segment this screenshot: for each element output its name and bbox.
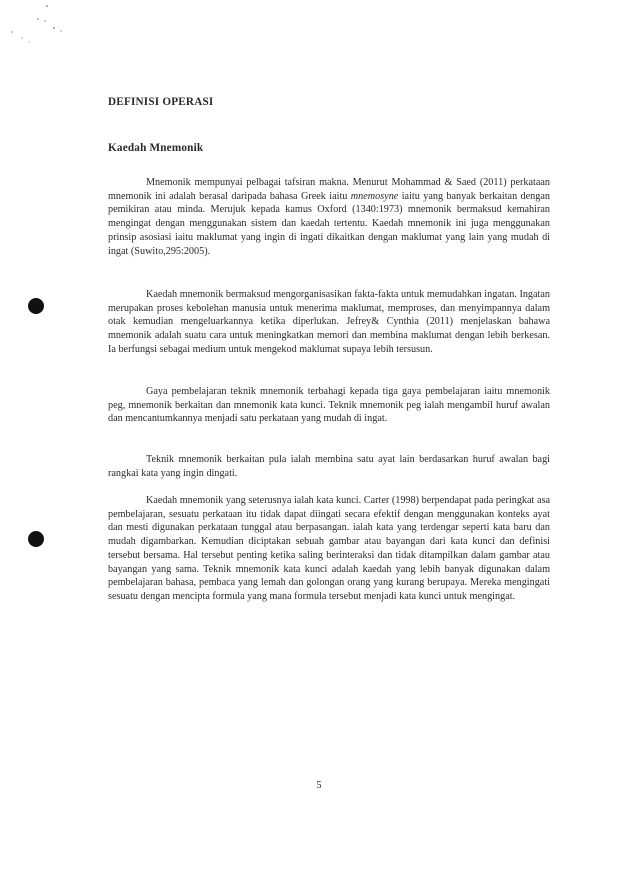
paragraph-1-text-b: iaitu yang banyak berkaitan dengan pemikiran atau minda. Merujuk kepada kamus Oxford (1340:1973) mnemonik bermaksud kemahiran mengingat dengan menggunakan sistem dan kaedah tertentu. Kaedah mnemonik ini juga menggunakan prinsip asosiasi iaitu maklumat yang ingin di ingati dikaitkan dengan maklumat yang lain yang mudah di ingat (Suwito,295:2005). [108,190,550,257]
paragraph-1 [108,176,550,258]
punch-hole-bottom [28,531,44,547]
page-number: 5 [316,780,322,791]
section-heading: DEFINISI OPERASI [108,96,214,108]
subsection-heading: Kaedah Mnemonik [108,142,204,154]
paragraph-1-text-a: Mnemonik mempunyai pelbagai tafsiran makna. Menurut Mohammad & Saed (2011) perkataan mnemonik ini adalah berasal daripada bahasa Greek iaitu [108,177,550,202]
scan-specks [0,0,80,50]
paragraph-2: Kaedah mnemonik bermaksud mengorganisasikan fakta-fakta untuk memudahkan ingatan. Ingatan merupakan proses kebolehan manusia untuk menerima maklumat, memproses, dan menyimpannya dalam otak kemudian mengeluarkannya ketika diperlukan. Jefrey& Cynthia (2011) menjelaskan bahawa mnemonik adalah suatu cara untuk meningkatkan memori dan membina maklumat dengan lebih berkesan. Ia berfungsi sebagai medium untuk mengekod maklumat supaya lebih tersusun. [108,289,550,355]
paragraph-4: Teknik mnemonik berkaitan pula ialah membina satu ayat lain berdasarkan huruf awalan bagi rangkai kata yang ingin dingati. [108,454,550,479]
paragraph-5: Kaedah mnemonik yang seterusnya ialah kata kunci. Carter (1998) berpendapat pada peringkat asa pembelajaran, sesuatu perkataan itu tidak dapat diingati secara efektif dengan menggunakan konteks ayat dan mesti digunakan perkataan tunggal atau berpasangan. ialah kata yang terdengar seperti kata baru dan mudah digambarkan. Kemudian diciptakan sebuah gambar atau bayangan dari kata kunci dan definisi tersebut bersama. Hal tersebut penting ketika saling berinteraksi dan tidak ditampilkan dalam gambar atau bayangan yang sama. Teknik mnemonik kata kunci adalah kaedah yang lebih banyak digunakan dalam pembelajaran bahasa, pembaca yang lemah dan golongan orang yang kurang berupaya. Mereka mengingati sesuatu dengan mencipta formula yang mana formula tersebut menjadi kata kunci untuk mengingat. [108,495,550,602]
italic-term: mnemosyne [350,190,399,202]
punch-hole-top [28,298,44,314]
paragraph-3: Gaya pembelajaran teknik mnemonik terbahagi kepada tiga gaya pembelajaran iaitu mnemonik peg, mnemonik berkaitan dan mnemonik kata kunci. Teknik mnemonik peg ialah mengambil huruf awalan dan mencantumkannya menjadi satu perkataan yang mudah di ingat. [108,386,550,425]
